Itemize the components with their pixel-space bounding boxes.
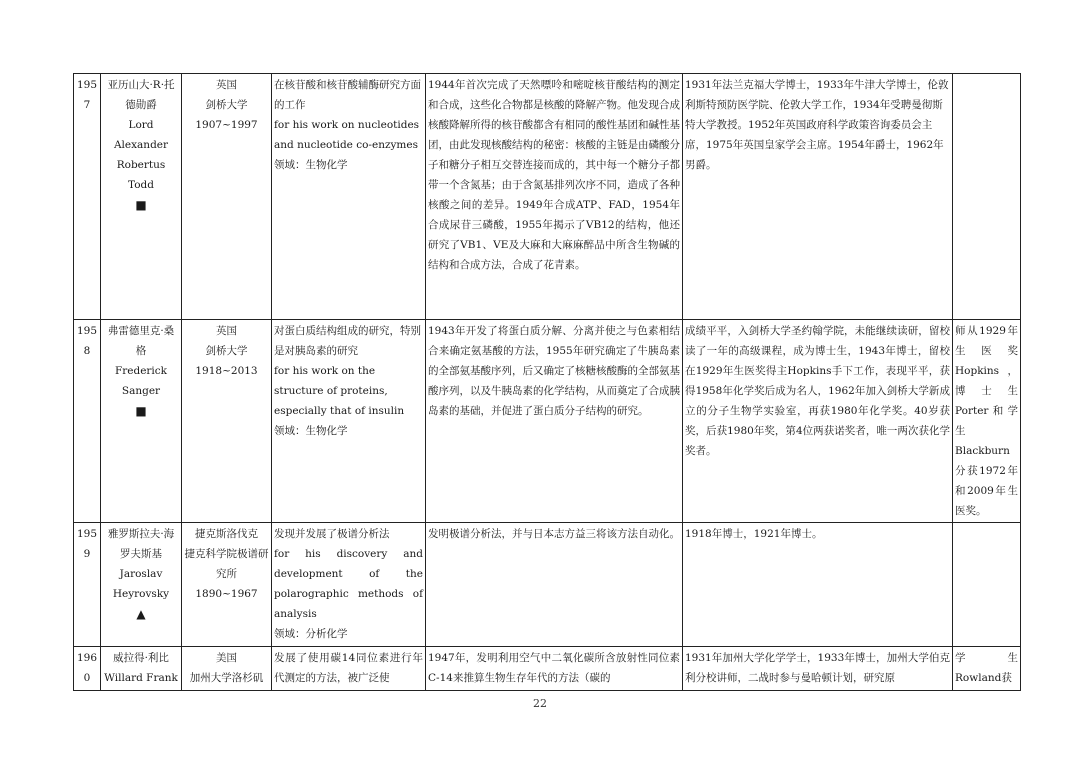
institution-cell xyxy=(182,74,272,320)
laureate-table xyxy=(73,73,1021,691)
institution: 剑桥大学 xyxy=(205,345,248,357)
work-cell xyxy=(272,647,426,691)
work-en: for his discovery and development of the polarographic methods of analysis xyxy=(274,548,423,620)
contribution-cell: 1947年，发明利用空气中二氧化碳所含放射性同位素C-14来推算生物生存年代的方法（碳的 xyxy=(426,647,683,691)
year-cell: 1960 xyxy=(74,647,101,691)
laureate-name-en: Sanger xyxy=(121,385,161,397)
country: 英国 xyxy=(216,325,237,337)
notes-cell xyxy=(953,74,1021,320)
laureate-name-en: Frederick xyxy=(114,365,168,377)
notes-cell: 师从1929年生医奖Hopkins，博士生Porter和学生Blackburn分获1972年和2009年生医奖。 xyxy=(953,320,1021,523)
country: 捷克斯洛伐克 xyxy=(195,528,258,540)
year-cell: 1959 xyxy=(74,523,101,647)
laureate-name-en: Lord Alexander xyxy=(113,119,169,151)
contribution-cell: 发明极谱分析法，并与日本志方益三将该方法自动化。 xyxy=(426,523,683,647)
field: 领域：生物化学 xyxy=(274,159,348,171)
field: 领域：生物化学 xyxy=(274,425,348,437)
laureate-name-en: Jaroslav xyxy=(119,568,163,580)
square-marker-icon: ■ xyxy=(135,198,147,212)
work-cn: 发展了使用碳14同位素进行年代测定的方法，被广泛使 xyxy=(274,652,423,684)
work-cell xyxy=(272,320,426,523)
table-row xyxy=(74,320,1021,523)
field: 领域：分析化学 xyxy=(274,628,348,640)
table-row xyxy=(74,523,1021,647)
laureate-name-cn: 亚历山大·R·托德勋爵 xyxy=(107,79,175,111)
country: 英国 xyxy=(216,79,237,91)
notes-cell xyxy=(953,523,1021,647)
work-cn: 在核苷酸和核苷酸辅酶研究方面的工作 xyxy=(274,79,421,111)
laureate-name-en: Heyrovsky xyxy=(112,588,170,600)
laureate-name-cell xyxy=(101,74,182,320)
laureate-name-cn: 弗雷德里克·桑格 xyxy=(107,325,175,357)
triangle-marker-icon: ▲ xyxy=(136,607,146,621)
background-cell: 1931年加州大学化学学士，1933年博士，加州大学伯克利分校讲师，二战时参与曼哈顿计划，研究原 xyxy=(683,647,953,691)
laureate-name-en: Willard Frank xyxy=(104,672,178,684)
contribution-cell: 1943年开发了将蛋白质分解、分离并使之与色素相结合来确定氨基酸的方法，1955年研究确定了牛胰岛素的全部氨基酸序列，后又确定了核糖核酸酶的全部氨基酸序列，以及牛胰岛素的化学结构，从而奠定了合成胰岛素的基础，并促进了蛋白质分子结构的研究。 xyxy=(426,320,683,523)
year-cell: 1958 xyxy=(74,320,101,523)
table-row xyxy=(74,647,1021,691)
contribution-cell: 1944年首次完成了天然嘌呤和嘧啶核苷酸结构的测定和合成，这些化合物都是核酸的降解产物。他发现合成核酸降解所得的核苷酸都含有相同的酸性基团和碱性基团，由此发现核酸结构的秘密：核酸的主链是由磷酸分子和糖分子相互交替连接而成的，其中每一个糖分子都带一个含氮基；由于含氮基排列次序不同，造成了各种核酸之间的差异。1949年合成ATP、FAD，1954年合成尿苷三磷酸，1955年揭示了VB12的结构，他还研究了VB1、VE及大麻和大麻麻醉品中所含生物碱的结构和合成方法，合成了花青素。 xyxy=(426,74,683,320)
notes-cell: 学生Rowland获 xyxy=(953,647,1021,691)
country: 美国 xyxy=(216,652,237,664)
laureate-name-cell xyxy=(101,647,182,691)
background-cell: 成绩平平，入剑桥大学圣约翰学院，未能继续读研，留校读了一年的高级课程，成为博士生，1943年博士，留校在1929年生医奖得主Hopkins手下工作，表现平平，获得1958年化学奖后成为名人，1962年加入剑桥大学新成立的分子生物学实验室，再获1980年化学奖。40岁获奖，后获1980年奖，第4位两获诺奖者，唯一两次获化学奖者。 xyxy=(683,320,953,523)
square-marker-icon: ■ xyxy=(135,404,147,418)
lifespan: 1907~1997 xyxy=(195,119,258,131)
institution: 加州大学洛杉矶 xyxy=(189,672,264,684)
institution-cell xyxy=(182,320,272,523)
lifespan: 1890~1967 xyxy=(195,588,258,600)
work-en: for his work on nucleotides and nucleotide co-enzymes xyxy=(274,119,420,151)
laureate-name-cn: 雅罗斯拉夫·海罗夫斯基 xyxy=(107,528,175,560)
background-cell: 1918年博士，1921年博士。 xyxy=(683,523,953,647)
institution-cell xyxy=(182,647,272,691)
work-cn: 对蛋白质结构组成的研究，特别是对胰岛素的研究 xyxy=(274,325,421,357)
laureate-name-cn: 威拉得·利比 xyxy=(113,652,169,664)
laureate-name-cell xyxy=(101,320,182,523)
table-row xyxy=(74,74,1021,320)
work-cell xyxy=(272,74,426,320)
institution: 捷克科学院极谱研究所 xyxy=(184,548,269,580)
background-cell: 1931年法兰克福大学博士，1933年牛津大学博士，伦敦利斯特预防医学院、伦敦大学工作，1934年受聘曼彻斯特大学教授。1952年英国政府科学政策咨询委员会主席，1975年英国皇家学会主席。1954年爵士，1962年男爵。 xyxy=(683,74,953,320)
institution: 剑桥大学 xyxy=(205,99,248,111)
lifespan: 1918~2013 xyxy=(195,365,258,377)
institution-cell xyxy=(182,523,272,647)
year-cell: 1957 xyxy=(74,74,101,320)
work-cell xyxy=(272,523,426,647)
laureate-name-en: Robertus Todd xyxy=(116,159,166,191)
work-en: for his work on the structure of proteins, especially that of insulin xyxy=(274,365,405,417)
laureate-name-cell xyxy=(101,523,182,647)
page-number: 22 xyxy=(533,697,547,710)
work-cn: 发现并发展了极谱分析法 xyxy=(274,528,390,540)
